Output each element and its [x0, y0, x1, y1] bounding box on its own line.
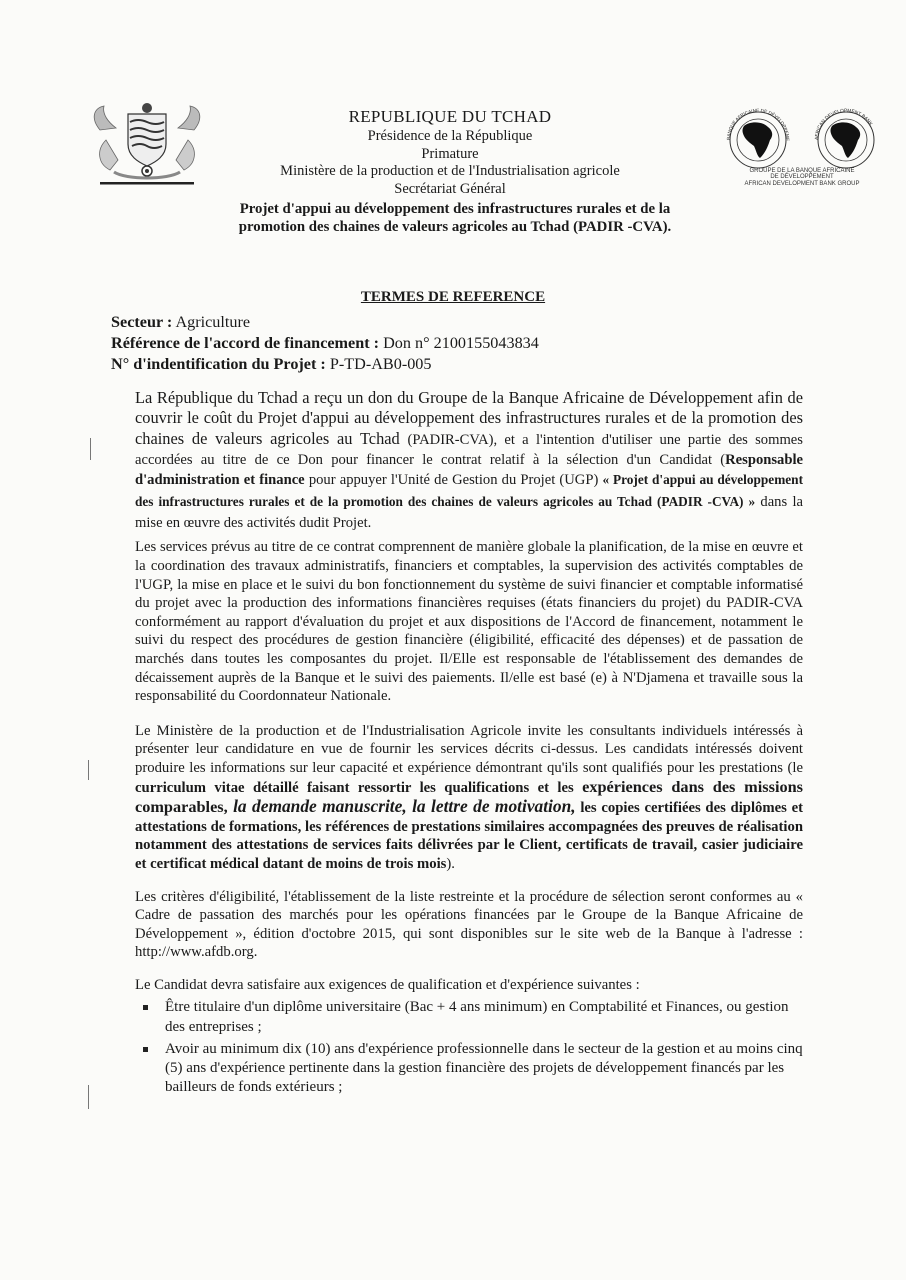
presidency: Présidence de la République	[367, 128, 533, 144]
list-item	[165, 998, 805, 1036]
document-meta	[111, 312, 811, 375]
paragraph-invitation	[135, 722, 803, 874]
intro-part-f: dans la mise en œuvre des activités dudit Projet.	[135, 493, 803, 531]
intro-part-a: La République du Tchad a reçu un don du Groupe de la Banque Africaine de Développement afin de couvrir le coût du Projet d'appui au développement des infrastructures rurales et de la promotion des chaines de valeurs agricoles au Tchad	[135, 388, 803, 448]
requirements-list	[110, 998, 805, 1097]
country-name: REPUBLIQUE DU TCHAD	[348, 107, 552, 126]
invitation-part-f: ).	[446, 855, 455, 872]
requirement-text: Être titulaire d'un diplôme universitaire (Bac + 4 ans minimum) en Comptabilité et Finances, ou gestion des entreprises ;	[165, 999, 789, 1035]
project-id-value: P-TD-AB0-005	[329, 355, 432, 373]
invitation-experience: expériences dans des missions comparables,	[135, 776, 803, 817]
sector-value: Agriculture	[175, 313, 251, 331]
afdb-ring-text-fr: BANQUE AFRICAINE DE DÉVELOPPEME	[725, 107, 791, 142]
paragraph-requirements-intro: Le Candidat devra satisfaire aux exigences de qualification et d'expérience suivantes :	[135, 976, 640, 993]
agreement-value: Don n° 2100155043834	[383, 334, 539, 352]
intro-part-b: (PADIR-CVA), et a l'intention d'utiliser une partie des sommes accordées au titre de ce Don pour financer le contrat relatif à la sélection d'un Candidat (	[135, 431, 803, 468]
invitation-cv: curriculum vitae détaillé faisant ressortir les qualifications et les	[135, 779, 574, 796]
letterhead	[210, 106, 690, 198]
intro-project-name: « Projet d'appui au développement des infrastructures rurales et de la promotion des chaines de valeurs agricoles au Tchad (PADIR -CVA) »	[135, 472, 803, 509]
afdb-logo	[722, 102, 892, 188]
agreement-label: Référence de l'accord de financement :	[111, 334, 380, 352]
sector-label: Secteur :	[111, 313, 173, 331]
project-id-row	[111, 354, 811, 375]
paragraph-eligibility: Les critères d'éligibilité, l'établissement de la liste restreinte et la procédure de sélection seront conformes au « Cadre de passation des marchés pour les opérations financées par le Groupe de la Banque Africaine de Développement », édition d'octobre 2015, qui sont disponibles sur le site web de la Banque à l'adresse : http://www.afdb.org.	[135, 888, 803, 961]
afdb-caption-en: AFRICAN DEVELOPMENT BANK GROUP	[744, 181, 860, 187]
intro-position: Responsable d'administration et finance	[135, 452, 803, 489]
bullet-icon	[143, 1047, 148, 1052]
intro-part-d: pour appuyer l'Unité de Gestion du Projet (UGP)	[304, 472, 603, 489]
invitation-documents: les copies certifiées des diplômes et attestations de formations, les références de prestations similaires accompagnées des preuves de réalisation notamment des attestations de services faits délivrées par le Client, certificats de travail, casier judiciaire et certificat médical datant de moins de trois mois	[135, 800, 803, 872]
afdb-ring-text-en: AFRICAN DEVELOPMENT BANK	[814, 108, 873, 141]
project-title-line-1: Projet d'appui au développement des infrastructures rurales et de la	[239, 201, 671, 217]
afdb-caption-fr-2: DE DÉVELOPPEMENT	[770, 174, 834, 180]
afdb-caption-fr-1: GROUPE DE LA BANQUE AFRICAINE	[749, 168, 855, 174]
scan-artifact	[90, 438, 91, 460]
paragraph-intro	[135, 388, 803, 532]
paragraph-services: Les services prévus au titre de ce contrat comprennent de manière globale la planification, de la mise en œuvre et la coordination des travaux administratifs, financiers et comptables, la supervision des activités comptables de l'UGP, la mise en place et le suivi du bon fonctionnement du système de suivi financier et comptable informatisé du projet avec la production des informations financières requises (états financiers du projet) du PADIR-CVA conformément au rapport d'évaluation du projet et aux dispositions de l'Accord de financement, notamment le suivi du respect des procédures de gestion financière (éligibilité, efficacité des dépenses) et de passation de marchés dans toutes les composantes du projet. Il/Elle est responsable de l'établissement des demandes de décaissement auprès de la Banque et le suivi des paiements. Il/elle est basé (e) à N'Djamena et travaille sous la responsabilité du Coordonnateur Nationale.	[135, 539, 803, 705]
sector-row	[111, 312, 811, 333]
ministry: Ministère de la production et de l'Industrialisation agricole	[280, 163, 620, 179]
project-id-label: N° d'indentification du Projet :	[111, 355, 326, 373]
project-title	[200, 200, 710, 236]
primature: Primature	[421, 145, 479, 162]
document-body	[135, 388, 803, 1100]
list-item	[165, 1040, 805, 1098]
chad-coat-of-arms-logo	[80, 100, 214, 186]
invitation-part-a: Le Ministère de la production et de l'Industrialisation Agricole invite les consultants individuels intéressés à présenter leur candidature en vue de fournir les services décrits ci-dessus. Les candidats intéressés doivent produire les informations sur leur capacité et expérience démontrant qu'ils sont qualifiés pour les prestations (le	[135, 722, 803, 776]
scan-artifact	[88, 1085, 89, 1109]
secretariat: Secrétariat Général	[394, 180, 506, 197]
invitation-letters: la demande manuscrite, la lettre de motivation,	[227, 796, 576, 817]
bullet-icon	[143, 1005, 148, 1010]
scan-artifact	[88, 760, 89, 780]
project-title-line-2: promotion des chaines de valeurs agricoles au Tchad (PADIR -CVA).	[238, 219, 672, 235]
requirement-text: Avoir au minimum dix (10) ans d'expérience professionnelle dans le secteur de la gestion et au moins cinq (5) ans d'expérience pertinente dans la gestion financière des projets de développement financés par les bailleurs de fonds extérieurs ;	[165, 1040, 803, 1096]
agreement-row	[111, 333, 811, 354]
document-title: TERMES DE REFERENCE	[360, 289, 546, 305]
